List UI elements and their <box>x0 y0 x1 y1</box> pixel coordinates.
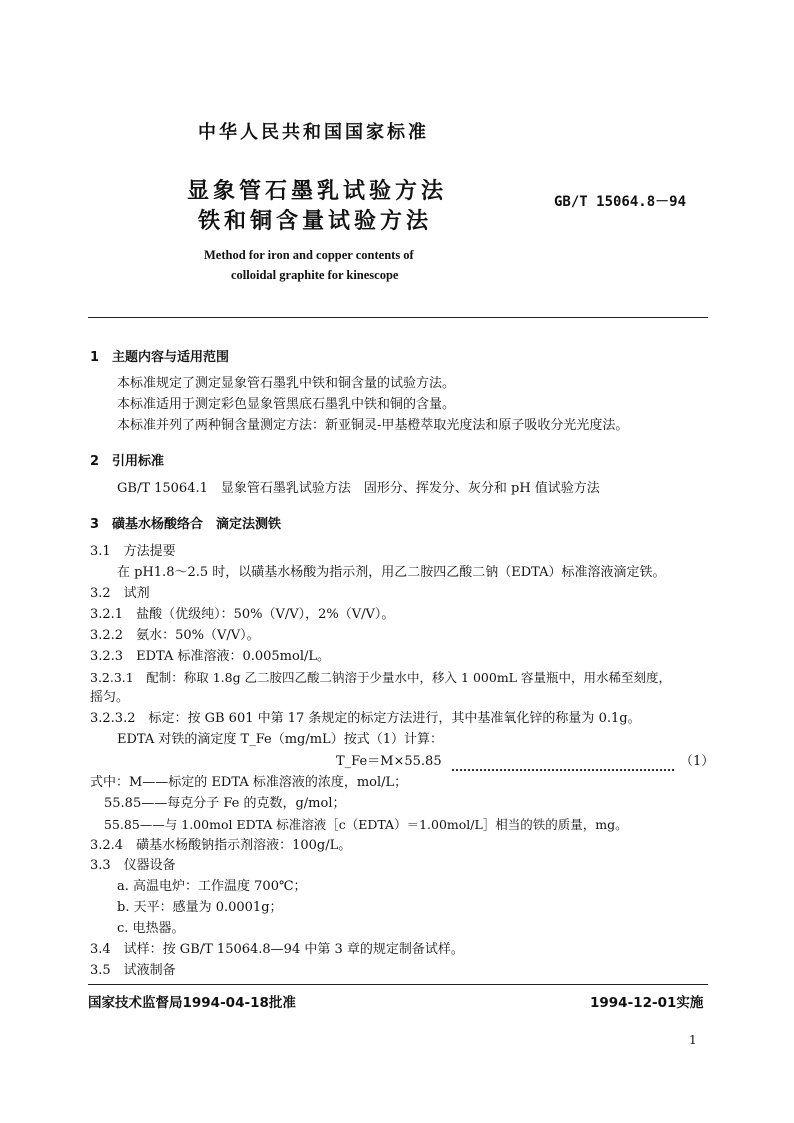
section-2-reference: GB/T 15064.1 显象管石墨乳试验方法 固形分、挥发分、灰分和 pH 值试验方法 <box>117 481 600 496</box>
clause-3-1: 3.1 方法提要 <box>90 544 176 559</box>
clause-3-2-3-1-cont: 摇匀。 <box>90 690 130 705</box>
page-number: 1 <box>689 1033 697 1047</box>
english-title-line1: Method for iron and copper contents of <box>204 248 414 262</box>
implementation-line: 1994-12-01实施 <box>590 995 704 1011</box>
approval-line: 国家技术监督局1994-04-18批准 <box>88 995 296 1011</box>
where-line-3: 55.85——与 1.00mol EDTA 标准溶液［c（EDTA）＝1.00mol/L］相当的铁的质量，mg。 <box>104 817 628 832</box>
titer-intro: EDTA 对铁的滴定度 T_Fe（mg/mL）按式（1）计算： <box>117 732 443 747</box>
where-line-1: 式中：M——标定的 EDTA 标准溶液的浓度，mol/L； <box>90 775 408 790</box>
section-1-heading: 1 主题内容与适用范围 <box>90 350 230 365</box>
clause-3-2: 3.2 试剂 <box>90 586 150 601</box>
section-3-heading: 3 磺基水杨酸络合 滴定法测铁 <box>90 517 282 532</box>
standard-code: GB/T 15064.8－94 <box>554 194 687 210</box>
clause-3-5: 3.5 试液制备 <box>90 963 176 978</box>
header-divider <box>88 317 708 318</box>
footer-divider <box>88 984 708 985</box>
clause-3-2-3: 3.2.3 EDTA 标准溶液：0.005mol/L。 <box>90 649 331 664</box>
clause-3-2-4: 3.2.4 磺基水杨酸钠指示剂溶液：100g/L。 <box>90 838 352 853</box>
section-2-heading: 2 引用标准 <box>90 454 165 469</box>
formula-1: T_Fe＝M×55.85 <box>336 754 442 769</box>
document-title-line1: 显象管石墨乳试验方法 <box>187 179 448 204</box>
formula-leader-dots <box>452 761 674 771</box>
section-1-para-3: 本标准并列了两种铜含量测定方法：新亚铜灵-甲基橙萃取光度法和原子吸收分光光度法。 <box>117 418 629 433</box>
section-1-para-2: 本标准适用于测定彩色显象管黑底石墨乳中铁和铜的含量。 <box>117 397 456 412</box>
section-1-para-1: 本标准规定了测定显象管石墨乳中铁和铜含量的试验方法。 <box>117 376 456 391</box>
english-title-line2: colloidal graphite for kinescope <box>231 268 399 282</box>
clause-3-4: 3.4 试样：按 GB/T 15064.8—94 中第 3 章的规定制备试样。 <box>90 942 464 957</box>
document-title-line2: 铁和铜含量试验方法 <box>198 209 433 234</box>
formula-number: （1） <box>680 754 715 769</box>
clause-3-2-3-1: 3.2.3.1 配制：称取 1.8g 乙二胺四乙酸二钠溶于少量水中，移入 1 000mL 容量瓶中，用水稀至刻度， <box>90 670 671 685</box>
where-line-2: 55.85——每克分子 Fe 的克数，g/mol； <box>104 796 346 811</box>
clause-3-2-1: 3.2.1 盐酸（优级纯）：50%（V/V），2%（V/V）。 <box>90 607 395 622</box>
clause-3-3-b: b. 天平：感量为 0.0001g； <box>117 900 283 915</box>
clause-3-1-text: 在 pH1.8～2.5 时，以磺基水杨酸为指示剂，用乙二胺四乙酸二钠（EDTA）标准溶液滴定铁。 <box>117 565 666 580</box>
clause-3-3: 3.3 仪器设备 <box>90 858 176 873</box>
clause-3-2-3-2: 3.2.3.2 标定：按 GB 601 中第 17 条规定的标定方法进行，其中基准氧化锌的称量为 0.1g。 <box>90 711 641 726</box>
clause-3-3-c: c. 电热器。 <box>117 921 185 936</box>
issuing-authority: 中华人民共和国国家标准 <box>198 122 429 143</box>
clause-3-2-2: 3.2.2 氨水：50%（V/V）。 <box>90 628 260 643</box>
clause-3-3-a: a. 高温电炉：工作温度 700℃； <box>117 879 307 894</box>
